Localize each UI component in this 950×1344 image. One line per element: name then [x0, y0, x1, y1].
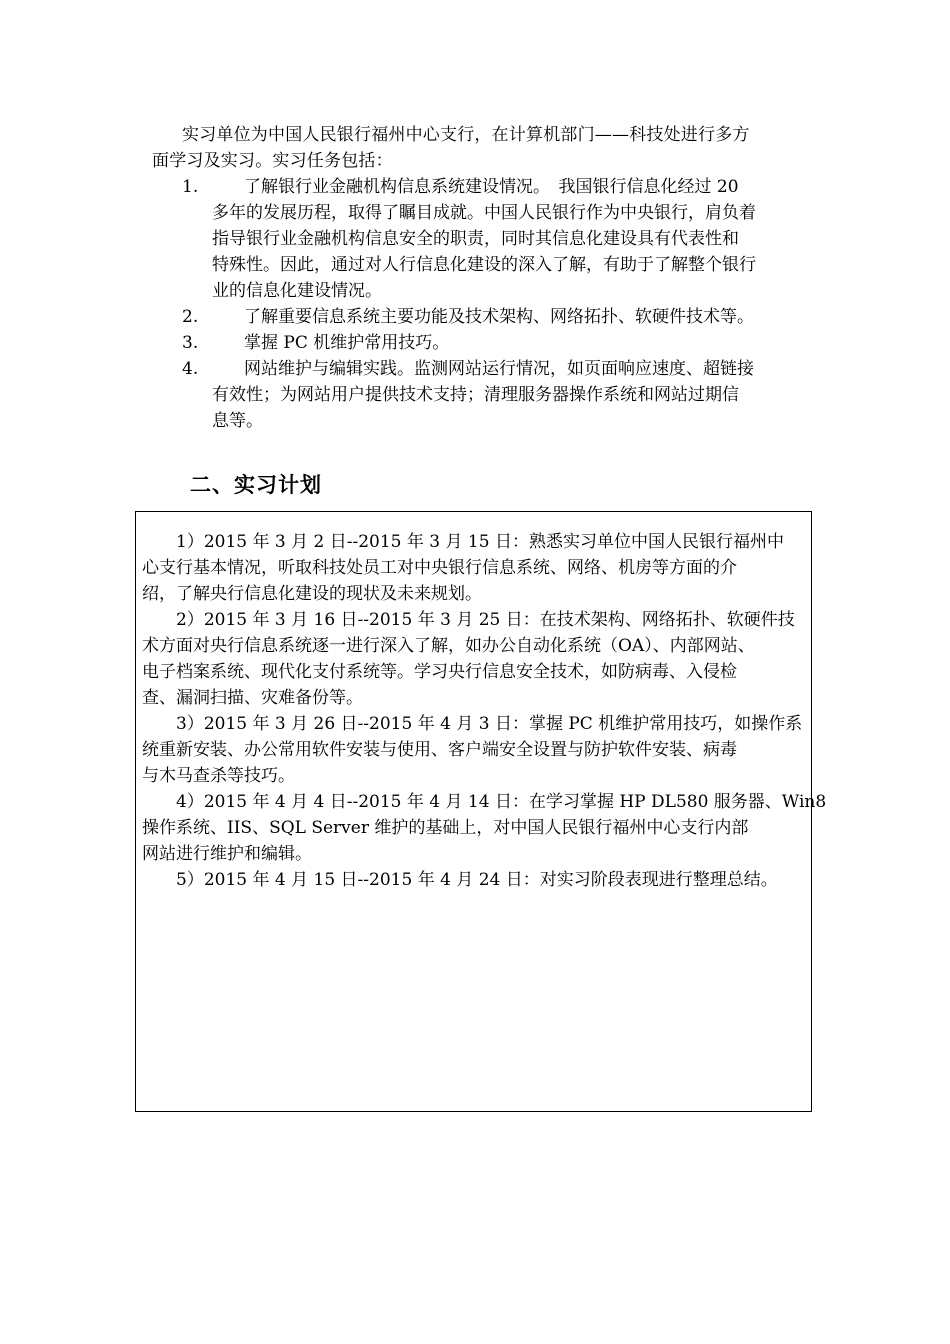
plan-item-4 [142, 789, 827, 867]
intro-line: 面学习及实习。实习任务包括： [152, 151, 393, 171]
task-text [212, 330, 812, 356]
plan-line: 5）2015 年 4 月 15 日--2015 年 4 月 24 日：对实习阶段表现进行整理总结。 [176, 870, 778, 890]
task-number: 4. [182, 359, 199, 379]
task-item-4 [182, 356, 812, 434]
task-line: 息等。 [212, 411, 263, 431]
section-heading: 二、实习计划 [190, 473, 322, 497]
task-line: 了解银行业金融机构信息系统建设情况。 我国银行信息化经过 20 [244, 177, 739, 197]
task-item-3 [182, 330, 812, 356]
task-item-1 [182, 174, 812, 304]
plan-line: 绍，了解央行信息化建设的现状及未来规划。 [142, 584, 482, 604]
task-text [212, 304, 812, 330]
plan-line: 查、漏洞扫描、灾难备份等。 [142, 688, 363, 708]
plan-line: 1）2015 年 3 月 2 日--2015 年 3 月 15 日：熟悉实习单位中国人民银行福州中 [176, 532, 784, 552]
intro-paragraph [152, 122, 812, 174]
intro-line: 实习单位为中国人民银行福州中心支行，在计算机部门——科技处进行多方 [182, 125, 750, 145]
plan-line: 与木马查杀等技巧。 [142, 766, 295, 786]
plan-item-5 [142, 867, 807, 893]
task-line: 掌握 PC 机维护常用技巧。 [244, 333, 450, 353]
task-line: 指导银行业金融机构信息安全的职责，同时其信息化建设具有代表性和 [212, 229, 739, 249]
task-line: 多年的发展历程，取得了瞩目成就。中国人民银行作为中央银行，肩负着 [212, 203, 756, 223]
plan-line: 3）2015 年 3 月 26 日--2015 年 4 月 3 日：掌握 PC 机维护常用技巧，如操作系 [176, 714, 803, 734]
plan-line: 统重新安装、办公常用软件安装与使用、客户端安全设置与防护软件安装、病毒 [142, 740, 737, 760]
task-text [212, 174, 812, 304]
task-line: 有效性；为网站用户提供技术支持；清理服务器操作系统和网站过期信 [212, 385, 739, 405]
task-list [182, 174, 812, 434]
plan-table-cell [135, 511, 827, 1112]
plan-item-3 [142, 711, 807, 789]
task-line: 特殊性。因此，通过对人行信息化建设的深入了解，有助于了解整个银行 [212, 255, 756, 275]
plan-line: 电子档案系统、现代化支付系统等。学习央行信息安全技术，如防病毒、入侵检 [142, 662, 737, 682]
plan-content [142, 529, 827, 893]
plan-item-1 [142, 529, 807, 607]
plan-line: 术方面对央行信息系统逐一进行深入了解，如办公自动化系统（OA）、内部网站、 [142, 636, 755, 656]
plan-item-2 [142, 607, 807, 711]
task-line: 业的信息化建设情况。 [212, 281, 382, 301]
plan-line: 网站进行维护和编辑。 [142, 844, 312, 864]
plan-line: 4）2015 年 4 月 4 日--2015 年 4 月 14 日：在学习掌握 HP DL580 服务器、Win8 [176, 792, 827, 812]
plan-line: 心支行基本情况，听取科技处员工对中央银行信息系统、网络、机房等方面的介 [142, 558, 737, 578]
plan-line: 操作系统、IIS、SQL Server 维护的基础上，对中国人民银行福州中心支行内部 [142, 818, 749, 838]
task-line: 了解重要信息系统主要功能及技术架构、网络拓扑、软硬件技术等。 [244, 307, 754, 327]
task-line: 网站维护与编辑实践。监测网站运行情况，如页面响应速度、超链接 [244, 359, 754, 379]
task-text [212, 356, 812, 434]
task-item-2 [182, 304, 812, 330]
task-number: 1. [182, 177, 199, 197]
task-number: 2. [182, 307, 199, 327]
task-number: 3. [182, 333, 199, 353]
plan-line: 2）2015 年 3 月 16 日--2015 年 3 月 25 日：在技术架构、网络拓扑、软硬件技 [176, 610, 795, 630]
